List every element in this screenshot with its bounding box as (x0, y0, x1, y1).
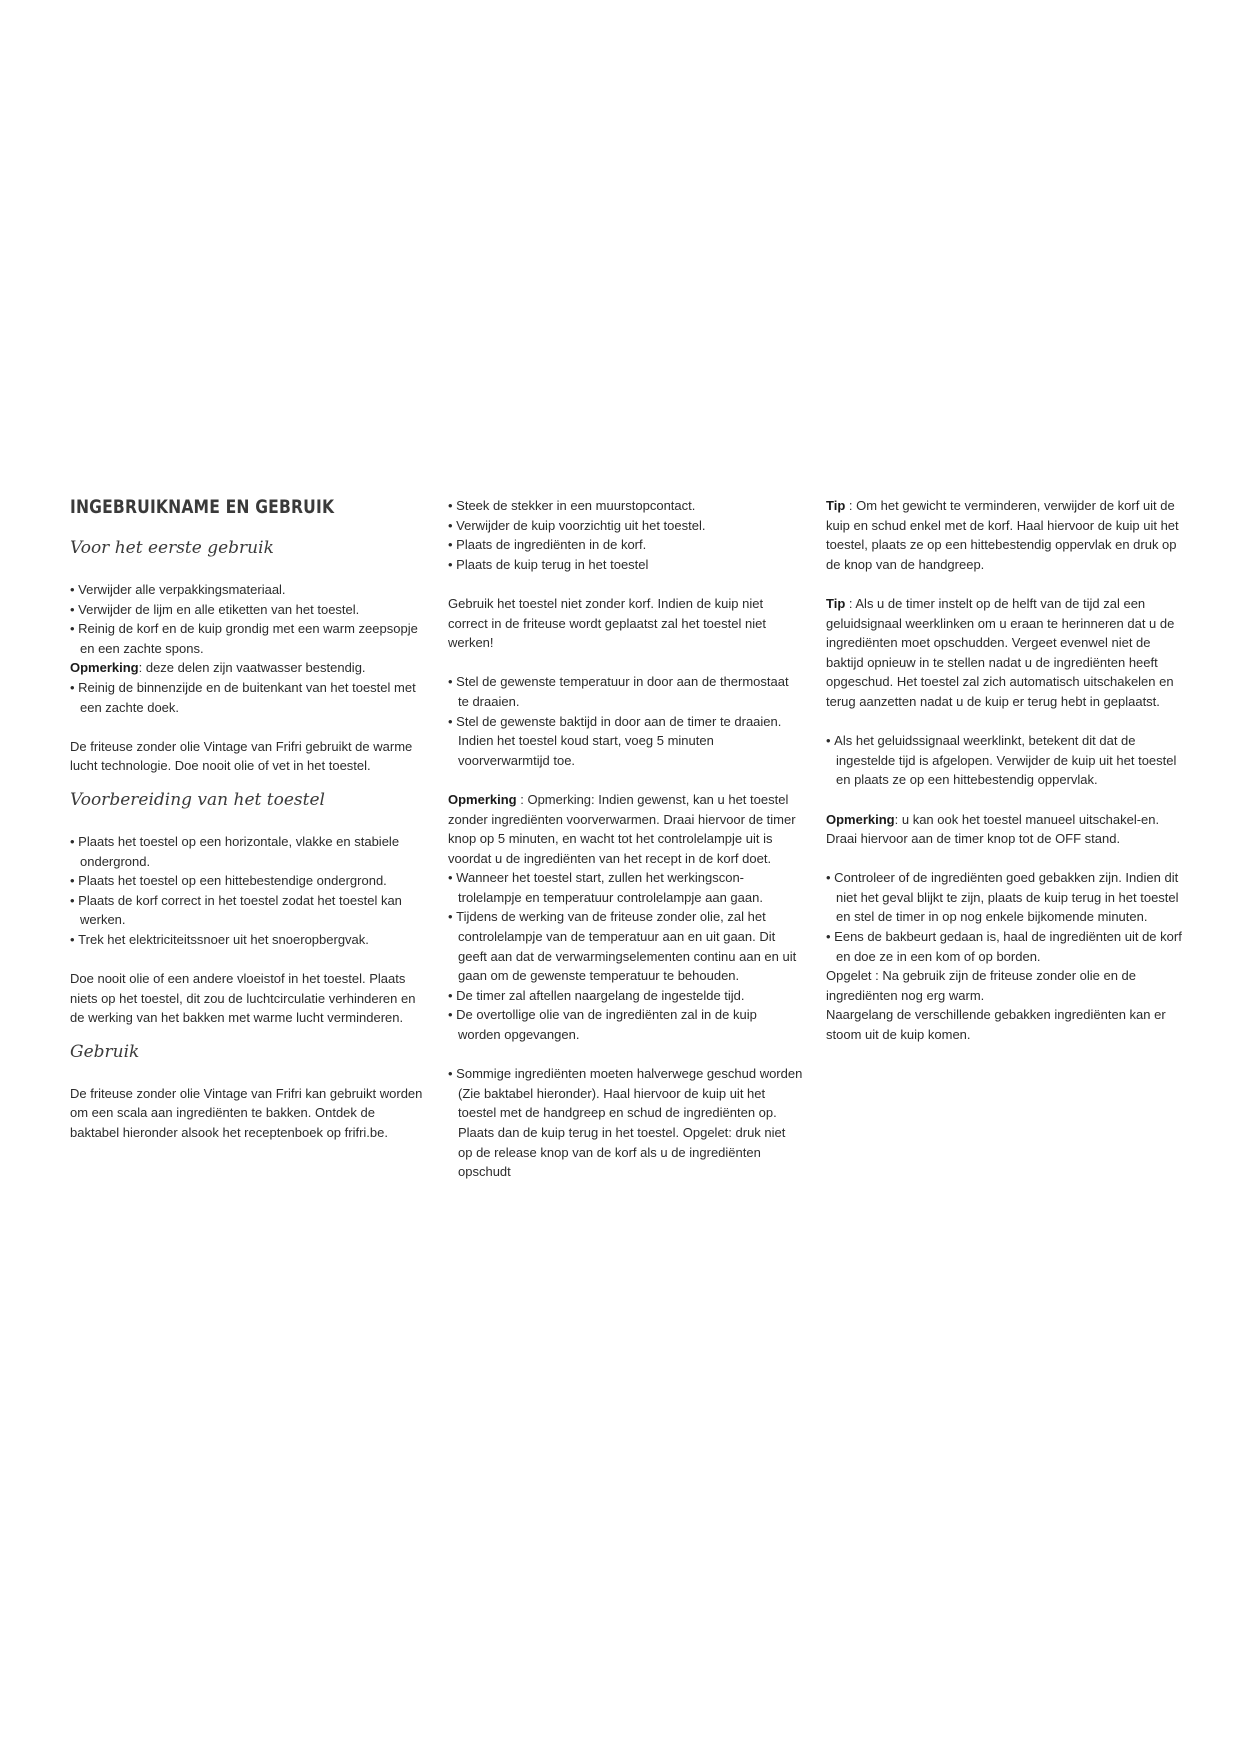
paragraph: Gebruik het toestel niet zonder korf. Indien de kuip niet correct in de friteuse wordt geplaatst zal het toestel niet werken! (448, 595, 766, 651)
note (826, 810, 1186, 849)
page-title: INGEBRUIKNAME EN GEBRUIK (70, 496, 335, 518)
list-item: • Verwijder de kuip voorzichtig uit het toestel. (448, 516, 803, 536)
note-text: : deze delen zijn vaatwasser bestendig. (138, 660, 366, 676)
column-2 (448, 496, 803, 1182)
list-item: • Verwijder alle verpakkingsmateriaal. (70, 580, 425, 600)
paragraph: De friteuse zonder olie Vintage van Frifri kan gebruikt worden om een scala aan ingrediënten te bakken. Ontdek de baktabel hieronder alsook het receptenboek op frifri.be. (70, 1085, 423, 1141)
note-label: Opmerking (70, 660, 139, 676)
heading-eerste-gebruik: Voor het eerste gebruik (70, 538, 274, 558)
list-item: • Wanneer het toestel start, zullen het werkingscon-trolelampje en temperatuur controlelampje aan gaan. (448, 868, 803, 907)
tip-text: : Om het gewicht te verminderen, verwijder de korf uit de kuip en schud enkel met de korf. Haal hiervoor de kuip uit het toestel, plaats ze op een hittebestendig oppervlak en druk op de knop van de handgreep. (826, 498, 1179, 572)
note-text: : u kan ook het toestel manueel uitschakel-en. Draai hiervoor aan de timer knop tot de OFF stand. (826, 811, 1160, 847)
list-item: • De overtollige olie van de ingrediënten zal in de kuip worden opgevangen. (448, 1005, 803, 1044)
note-text: : Opmerking: Indien gewenst, kan u het toestel zonder ingrediënten voorverwarmen. Draai hiervoor de timer knop op 5 minuten, en wacht tot het controlelampje uit is voordat u de ingrediënten van het recept in de korf doet. (448, 791, 796, 866)
list-item: • Plaats het toestel op een hittebestendige ondergrond. (70, 871, 425, 891)
column-3 (826, 496, 1186, 1045)
list-item: • Reinig de binnenzijde en de buitenkant van het toestel met een zachte doek. (70, 678, 425, 717)
list-item: • Sommige ingrediënten moeten halverwege geschud worden (Zie baktabel hieronder). Haal hiervoor de kuip uit het toestel met de handgreep en schud de ingrediënten op. Plaats dan de kuip terug in het toestel. Opgelet: druk niet op de release knop van de korf als u de ingrediënten opschudt (448, 1064, 803, 1182)
tip-label: Tip (826, 595, 846, 611)
tip (826, 594, 1186, 712)
paragraph: Naargelang de verschillende gebakken ingrediënten kan er stoom uit de kuip komen. (826, 1007, 1166, 1043)
paragraph: De friteuse zonder olie Vintage van Frifri gebruikt de warme lucht technologie. Doe nooit olie of vet in het toestel. (70, 738, 413, 774)
tip-label: Tip (826, 498, 846, 513)
list-item: • Eens de bakbeurt gedaan is, haal de ingrediënten uit de korf en doe ze in een kom of op borden. (826, 927, 1186, 966)
tip-text: : Als u de timer instelt op de helft van de tijd zal een geluidsignaal weerklinken om u eraan te herinneren dat u de ingrediënten moet opschudden. Vergeet evenwel niet de baktijd opnieuw in te stellen nadat u de ingrediënten heeft opgeschud. Het toestel zal zich automatisch uitschakelen en terug aanzetten nadat u de kuip er terug hebt in geplaatst. (826, 595, 1175, 709)
list-item: • Trek het elektriciteitssnoer uit het snoeropbergvak. (70, 930, 425, 950)
list-item: • Plaats de kuip terug in het toestel (448, 555, 803, 575)
paragraph: Doe nooit olie of een andere vloeistof in het toestel. Plaats niets op het toestel, dit zou de luchtcirculatie verhinderen en de werking van het bakken met warme lucht verminderen. (70, 971, 416, 1026)
list-item: • Plaats de korf correct in het toestel zodat het toestel kan werken. (70, 891, 425, 930)
tip (826, 496, 1186, 574)
list-item: • Stel de gewenste temperatuur in door aan de thermostaat te draaien. (448, 672, 803, 711)
heading-gebruik: Gebruik (70, 1041, 140, 1062)
list-item: • Tijdens de werking van de friteuse zonder olie, zal het controlelampje van de temperatuur aan en uit gaan. Dit geeft aan dat de verwarmingselementen continu aan en uit gaan om de gewenste temperatuur te behouden. (448, 907, 803, 985)
list-item: • Als het geluidssignaal weerklinkt, betekent dit dat de ingestelde tijd is afgelopen. Verwijder de kuip uit het toestel en plaats ze op een hittebestendig oppervlak. (826, 731, 1186, 790)
list-item: • Verwijder de lijm en alle etiketten van het toestel. (70, 600, 425, 620)
heading-voorbereiding: Voorbereiding van het toestel (70, 789, 325, 810)
list-item: • Steek de stekker in een muurstopcontact. (448, 496, 803, 516)
list-item: • Controleer of de ingrediënten goed gebakken zijn. Indien dit niet het geval blijkt te zijn, plaats de kuip terug in het toestel en stel de timer in op nog enkele bijkomende minuten. (826, 868, 1186, 927)
list-item: • Reinig de korf en de kuip grondig met een warm zeepsopje en een zachte spons. (70, 619, 425, 658)
list-item: • De timer zal aftellen naargelang de ingestelde tijd. (448, 986, 803, 1006)
column-1 (70, 496, 425, 1143)
list-item: • Plaats het toestel op een horizontale, vlakke en stabiele ondergrond. (70, 832, 425, 871)
list-item: • Plaats de ingrediënten in de korf. (448, 535, 803, 555)
list-item: • Stel de gewenste baktijd in door aan de timer te draaien. Indien het toestel koud start, voeg 5 minuten voorverwarmtijd toe. (448, 712, 803, 771)
paragraph: Opgelet : Na gebruik zijn de friteuse zonder olie en de ingrediënten nog erg warm. (826, 968, 1137, 1003)
note (448, 790, 803, 868)
note (70, 658, 425, 678)
note-label: Opmerking (826, 811, 895, 827)
note-label: Opmerking (448, 791, 517, 807)
